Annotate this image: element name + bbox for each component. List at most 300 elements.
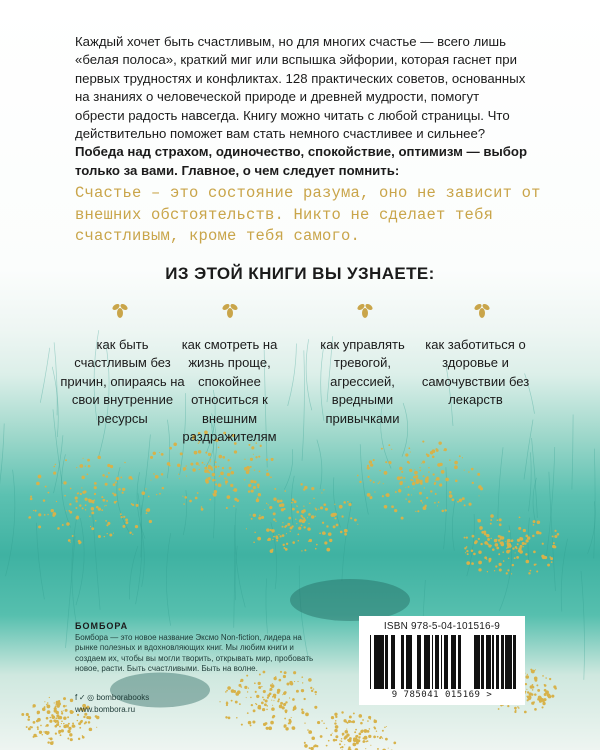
social-icons: f ✓ ◎: [75, 693, 97, 702]
barcode-bar: [506, 635, 507, 689]
gold-fleck: [70, 699, 73, 702]
gold-fleck: [363, 740, 364, 741]
gold-fleck: [108, 472, 110, 474]
gold-fleck: [91, 507, 94, 510]
gold-fleck: [308, 678, 312, 682]
gold-fleck: [526, 689, 527, 690]
barcode-bar: [513, 635, 516, 689]
gold-fleck: [434, 483, 436, 485]
gold-fleck: [82, 507, 84, 509]
teal-streak: [452, 500, 455, 551]
gold-fleck: [219, 701, 220, 702]
gold-fleck: [272, 716, 274, 718]
gold-fleck: [549, 556, 551, 558]
gold-fleck: [161, 453, 164, 456]
gold-fleck: [315, 548, 317, 550]
gold-fleck: [79, 727, 81, 729]
gold-fleck: [477, 519, 481, 523]
gold-fleck: [382, 495, 384, 497]
gold-fleck: [524, 711, 527, 714]
gold-fleck: [208, 472, 210, 474]
gold-fleck: [150, 456, 153, 459]
gold-fleck: [328, 532, 332, 536]
gold-fleck: [268, 538, 271, 541]
gold-fleck: [288, 517, 291, 520]
gold-fleck: [477, 473, 480, 476]
gold-fleck: [270, 721, 274, 725]
gold-fleck: [438, 501, 440, 503]
gold-fleck: [26, 713, 29, 716]
gold-fleck: [527, 691, 529, 693]
gold-fleck: [63, 710, 64, 711]
gold-fleck: [48, 738, 49, 739]
gold-fleck: [313, 688, 314, 689]
gold-fleck: [227, 495, 231, 499]
gold-fleck: [76, 515, 79, 518]
website-link[interactable]: www.bombora.ru: [75, 705, 136, 714]
gold-fleck: [285, 548, 288, 551]
gold-fleck: [275, 535, 278, 538]
gold-fleck: [222, 456, 225, 459]
gold-fleck: [287, 523, 290, 526]
gold-fleck: [290, 531, 291, 532]
gold-fleck: [519, 550, 523, 554]
gold-fleck: [47, 710, 51, 714]
gold-fleck: [519, 547, 522, 550]
gold-fleck: [289, 720, 292, 723]
gold-fleck: [37, 712, 39, 714]
gold-fleck: [361, 729, 363, 731]
gold-fleck: [354, 731, 356, 733]
gold-fleck: [257, 706, 260, 709]
gold-fleck: [258, 456, 260, 458]
gold-fleck: [368, 735, 371, 738]
teal-streak: [62, 454, 71, 527]
gold-fleck: [79, 464, 83, 468]
gold-fleck: [83, 716, 85, 718]
gold-fleck: [231, 700, 233, 702]
gold-fleck: [113, 483, 116, 486]
gold-fleck: [44, 701, 45, 702]
gold-fleck: [248, 688, 249, 689]
gold-fleck: [400, 481, 403, 484]
gold-fleck: [278, 698, 280, 700]
gold-fleck: [374, 719, 376, 721]
gold-fleck: [136, 504, 139, 507]
gold-fleck: [515, 552, 516, 553]
gold-fleck: [379, 470, 380, 471]
gold-fleck: [405, 487, 406, 488]
gold-fleck: [527, 674, 528, 675]
gold-fleck: [280, 500, 283, 503]
gold-fleck: [323, 489, 324, 490]
gold-fleck: [349, 740, 350, 741]
gold-fleck: [356, 735, 359, 738]
gold-fleck: [184, 496, 187, 499]
gold-fleck: [53, 466, 55, 468]
gold-fleck: [385, 738, 388, 741]
gold-fleck: [283, 692, 286, 695]
gold-fleck: [374, 491, 375, 492]
gold-fleck: [449, 459, 451, 461]
gold-fleck: [297, 681, 298, 682]
gold-fleck: [261, 686, 262, 687]
gold-fleck: [33, 721, 36, 724]
gold-fleck: [37, 726, 39, 728]
gold-fleck: [56, 720, 57, 721]
gold-fleck: [542, 675, 544, 677]
gold-fleck: [516, 556, 519, 559]
gold-fleck: [247, 712, 249, 714]
gold-fleck: [105, 505, 106, 506]
gold-fleck: [177, 464, 180, 467]
barcode-bar: [383, 635, 384, 689]
gold-fleck: [488, 544, 491, 547]
gold-fleck: [533, 551, 536, 554]
gold-fleck: [342, 735, 343, 736]
gold-fleck: [229, 467, 232, 470]
gold-fleck: [89, 728, 93, 732]
gold-fleck: [307, 527, 310, 530]
gold-fleck: [373, 481, 375, 483]
gold-fleck: [285, 727, 288, 730]
gold-fleck: [279, 679, 282, 682]
gold-fleck: [254, 480, 257, 483]
gold-fleck: [284, 724, 287, 727]
gold-fleck: [27, 718, 30, 721]
gold-fleck: [359, 481, 361, 483]
gold-fleck: [292, 698, 295, 701]
gold-fleck: [301, 711, 304, 714]
gold-fleck: [46, 717, 49, 720]
gold-fleck: [441, 470, 445, 474]
gold-fleck: [296, 523, 297, 524]
gold-fleck: [411, 495, 412, 496]
barcode-bar: [410, 635, 411, 689]
gold-fleck: [303, 526, 305, 528]
gold-fleck: [81, 487, 82, 488]
gold-fleck: [539, 698, 543, 702]
gold-fleck: [241, 686, 243, 688]
gold-fleck: [162, 487, 165, 490]
gold-fleck: [42, 708, 46, 712]
gold-fleck: [294, 500, 297, 503]
gold-fleck: [414, 471, 418, 475]
gold-fleck: [65, 724, 68, 727]
learn-item-3: как управлять тревогой, агрессией, вредными привычками: [320, 337, 405, 426]
gold-fleck: [85, 498, 88, 501]
gold-fleck: [257, 484, 260, 487]
gold-fleck: [156, 494, 157, 495]
gold-fleck: [129, 476, 132, 479]
gold-fleck: [76, 467, 77, 468]
gold-fleck: [356, 740, 357, 741]
gold-fleck: [419, 480, 422, 483]
gold-fleck: [122, 492, 124, 494]
gold-fleck: [511, 573, 512, 574]
gold-fleck: [334, 729, 337, 732]
gold-fleck: [499, 535, 502, 538]
gold-fleck: [309, 539, 312, 542]
teal-streak: [284, 449, 292, 489]
gold-fleck: [250, 697, 252, 699]
gold-fleck: [109, 533, 112, 536]
teal-streak: [533, 478, 536, 525]
gold-fleck: [321, 492, 322, 493]
gold-fleck: [210, 461, 211, 462]
gold-fleck: [89, 516, 90, 517]
gold-fleck: [235, 692, 239, 696]
gold-fleck: [409, 469, 412, 472]
gold-fleck: [309, 747, 311, 749]
gold-fleck: [378, 483, 379, 484]
gold-fleck: [430, 490, 432, 492]
gold-fleck: [266, 528, 269, 531]
gold-fleck: [541, 555, 544, 558]
gold-fleck: [272, 683, 273, 684]
gold-fleck: [507, 705, 509, 707]
gold-fleck: [226, 701, 227, 702]
gold-fleck: [474, 541, 477, 544]
gold-fleck: [478, 561, 482, 565]
gold-fleck: [532, 535, 535, 538]
gold-fleck: [344, 533, 347, 536]
barcode-bar: [510, 635, 512, 689]
gold-fleck: [271, 458, 274, 461]
gold-fleck: [251, 489, 254, 492]
gold-fleck: [535, 563, 537, 565]
gold-fleck: [499, 569, 502, 572]
gold-fleck: [531, 670, 535, 674]
barcode-bar: [417, 635, 418, 689]
barcode-bar: [429, 635, 430, 689]
gold-fleck: [517, 706, 518, 707]
barcode-bar: [427, 635, 429, 689]
gold-fleck: [94, 486, 97, 489]
gold-fleck: [155, 475, 159, 479]
gold-fleck: [351, 721, 353, 723]
gold-fleck: [94, 482, 97, 485]
gold-fleck: [557, 534, 559, 536]
gold-fleck: [508, 530, 510, 532]
gold-fleck: [61, 711, 62, 712]
gold-fleck: [334, 504, 335, 505]
barcode-bar: [370, 635, 371, 689]
gold-fleck: [358, 737, 360, 739]
gold-fleck: [451, 498, 454, 501]
gold-fleck: [444, 509, 446, 511]
learn-item-4: как заботиться о здоровье и самочувствии без лекарств: [421, 337, 530, 408]
intro-bold-text: Победа над страхом, одиночество, спокойствие, оптимизм — выбор только за вами. Главное, о чем следует помнить:: [75, 144, 528, 178]
gold-fleck: [91, 511, 94, 514]
gold-fleck: [502, 551, 504, 553]
gold-fleck: [38, 475, 42, 479]
gold-fleck: [496, 547, 499, 550]
gold-fleck: [471, 562, 474, 565]
gold-fleck: [169, 447, 172, 450]
gold-fleck: [419, 467, 420, 468]
gold-fleck: [266, 503, 267, 504]
gold-fleck: [253, 541, 255, 543]
gold-fleck: [464, 537, 466, 539]
gold-fleck: [197, 492, 199, 494]
gold-fleck: [528, 572, 530, 574]
gold-fleck: [537, 689, 540, 692]
gold-fleck: [301, 689, 304, 692]
gold-fleck: [97, 456, 101, 460]
gold-fleck: [498, 553, 500, 555]
gold-fleck: [526, 560, 530, 564]
teal-streak: [66, 536, 76, 648]
barcode-bar: [452, 635, 453, 689]
gold-fleck: [533, 701, 535, 703]
gold-fleck: [304, 723, 305, 724]
gold-fleck: [161, 473, 163, 475]
gold-fleck: [301, 510, 305, 514]
gold-fleck: [70, 542, 71, 543]
gold-fleck: [102, 499, 105, 502]
gold-fleck: [414, 469, 415, 470]
gold-fleck: [367, 720, 369, 722]
gold-fleck: [311, 736, 315, 740]
gold-fleck: [483, 530, 486, 533]
gold-fleck: [340, 531, 343, 534]
gold-fleck: [348, 503, 351, 506]
gold-fleck: [388, 444, 390, 446]
gold-fleck: [376, 731, 377, 732]
gold-fleck: [72, 725, 75, 728]
gold-fleck: [30, 495, 32, 497]
gold-fleck: [141, 491, 145, 495]
gold-fleck: [226, 690, 228, 692]
gold-fleck: [230, 484, 233, 487]
gold-fleck: [533, 524, 535, 526]
gold-fleck: [218, 447, 220, 449]
gold-fleck: [422, 502, 423, 503]
gold-fleck: [360, 722, 363, 725]
gold-fleck: [254, 682, 256, 684]
gold-fleck: [318, 509, 319, 510]
gold-fleck: [286, 533, 287, 534]
gold-fleck: [314, 706, 317, 709]
gold-fleck: [355, 729, 357, 731]
gold-fleck: [63, 481, 66, 484]
gold-fleck: [373, 459, 375, 461]
gold-fleck: [94, 493, 96, 495]
gold-fleck: [57, 527, 60, 530]
gold-fleck: [250, 458, 253, 461]
gold-fleck: [265, 722, 268, 725]
barcode-bar: [490, 635, 491, 689]
gold-fleck: [507, 544, 510, 547]
gold-fleck: [271, 684, 275, 688]
gold-fleck: [131, 503, 133, 505]
gold-fleck: [250, 480, 253, 483]
gold-fleck: [541, 706, 543, 708]
gold-fleck: [259, 514, 261, 516]
gold-fleck: [39, 731, 42, 734]
gold-fleck: [457, 501, 459, 503]
gold-fleck: [391, 505, 394, 508]
gold-fleck: [472, 482, 474, 484]
gold-fleck: [294, 681, 295, 682]
gold-fleck: [490, 519, 492, 521]
gold-fleck: [209, 499, 211, 501]
gold-fleck: [218, 466, 220, 468]
gold-fleck: [437, 479, 438, 480]
gold-fleck: [153, 473, 155, 475]
gold-fleck: [525, 539, 528, 542]
gold-fleck: [531, 693, 534, 696]
gold-fleck: [315, 694, 316, 695]
barcode-bar: [488, 635, 490, 689]
gold-fleck: [357, 739, 360, 742]
gold-fleck: [280, 535, 282, 537]
gold-fleck: [118, 488, 120, 490]
gold-fleck: [202, 462, 204, 464]
gold-fleck: [423, 475, 425, 477]
gold-fleck: [345, 730, 349, 734]
barcode-bar: [411, 635, 412, 689]
gold-fleck: [266, 473, 270, 477]
gold-fleck: [107, 464, 110, 467]
gold-fleck: [384, 505, 388, 509]
barcode-bar: [455, 635, 456, 689]
gold-fleck: [291, 502, 293, 504]
gold-fleck: [297, 534, 299, 536]
barcode-bar: [403, 635, 404, 689]
gold-fleck: [255, 691, 257, 693]
gold-fleck: [386, 493, 390, 497]
gold-fleck: [512, 564, 514, 566]
gold-fleck: [289, 697, 290, 698]
gold-fleck: [182, 496, 183, 497]
teal-streak: [342, 502, 352, 581]
gold-fleck: [397, 476, 401, 480]
gold-fleck: [319, 532, 321, 534]
gold-fleck: [305, 713, 309, 717]
gold-fleck: [459, 499, 462, 502]
barcode-bar: [392, 635, 395, 689]
gold-fleck: [335, 720, 336, 721]
gold-fleck: [547, 564, 550, 567]
gold-fleck: [498, 708, 500, 710]
gold-fleck: [61, 729, 64, 732]
gold-fleck: [222, 467, 224, 469]
gold-fleck: [241, 724, 243, 726]
gold-fleck: [263, 699, 265, 701]
gold-fleck: [58, 732, 60, 734]
gold-fleck: [91, 527, 94, 530]
gold-fleck: [514, 711, 516, 713]
barcode-bar: [501, 635, 502, 689]
gold-fleck: [534, 708, 537, 711]
gold-fleck: [449, 494, 453, 498]
barcode-bar: [375, 635, 376, 689]
gold-fleck: [266, 709, 268, 711]
gold-fleck: [120, 513, 122, 515]
intro-paragraph: [75, 33, 530, 180]
gold-fleck: [333, 739, 336, 742]
gold-fleck: [536, 531, 540, 535]
gold-fleck: [410, 451, 411, 452]
gold-fleck: [95, 715, 98, 718]
gold-fleck: [88, 721, 91, 724]
gold-fleck: [393, 742, 396, 745]
gold-fleck: [246, 528, 247, 529]
gold-fleck: [422, 461, 425, 464]
gold-fleck: [302, 682, 303, 683]
